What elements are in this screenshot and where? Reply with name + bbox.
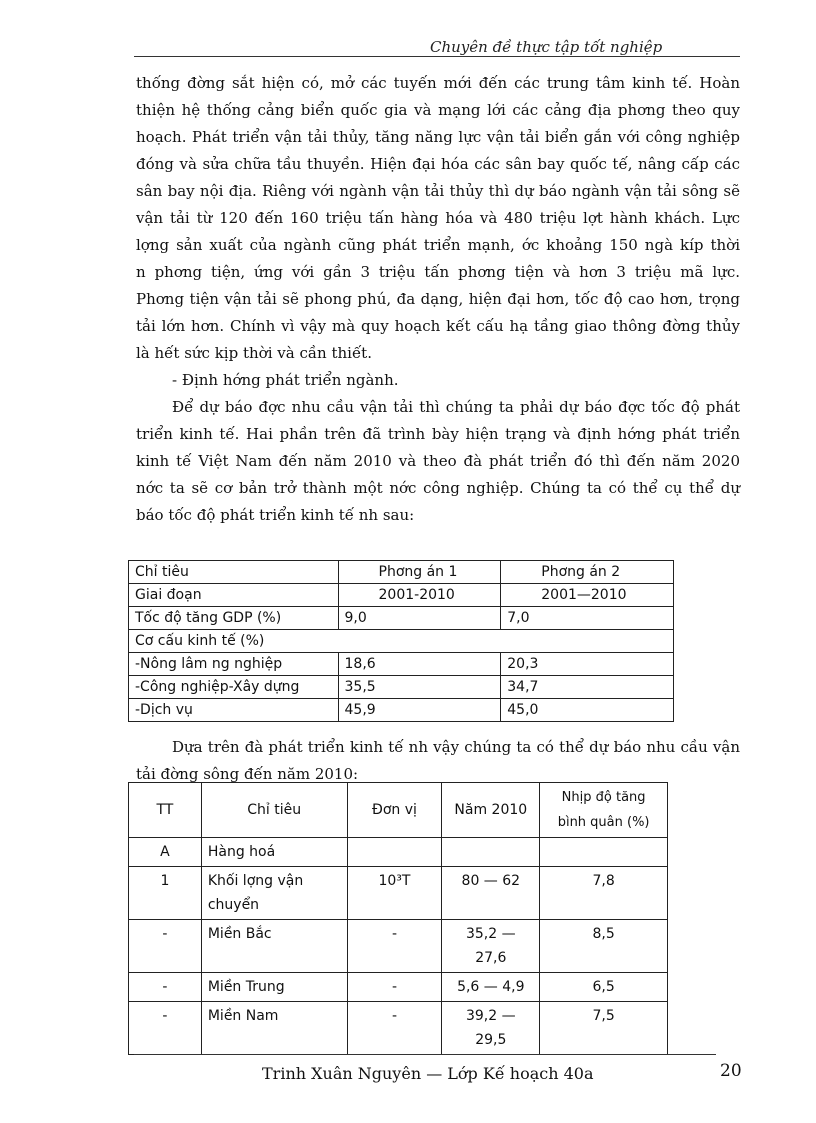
table-cell: 34,7 bbox=[501, 676, 674, 699]
paragraph-2 bbox=[136, 394, 740, 529]
text-line: tải lớn hơn. Chính vì vậy mà quy hoạch kết cấu hạ tầng giao thông đờng thủy bbox=[136, 317, 740, 335]
text-line: báo tốc độ phát triển kinh tế nh sau: bbox=[136, 506, 415, 524]
table-cell: -Nông lâm ng nghiệp bbox=[129, 653, 339, 676]
table-row bbox=[129, 607, 674, 630]
table-header-cell bbox=[540, 783, 668, 838]
text-line: thiện hệ thống cảng biển quốc gia và mạng lới các cảng địa phơng theo quy bbox=[136, 101, 740, 119]
table-cell: - bbox=[347, 973, 442, 1002]
table-cell: 45,0 bbox=[501, 699, 674, 722]
text-line: Phơng tiện vận tải sẽ phong phú, đa dạng, hiện đại hơn, tốc độ cao hơn, trọng bbox=[136, 290, 740, 308]
text-line: lợng sản xuất của ngành cũng phát triển mạnh, ớc khoảng 150 ngà kíp thời bbox=[136, 236, 740, 254]
text-line: Dựa trên đà phát triển kinh tế nh vậy chúng ta có thể dự báo nhu cầu vận bbox=[172, 738, 740, 756]
table-cell: 7,5 bbox=[540, 1002, 668, 1055]
table-row bbox=[129, 653, 674, 676]
table-cell: 7,0 bbox=[501, 607, 674, 630]
table-cell: 2001-2010 bbox=[338, 584, 501, 607]
table-cell: - bbox=[129, 920, 202, 973]
text-line: triển kinh tế. Hai phần trên đã trình bày hiện trạng và định hớng phát triển bbox=[136, 425, 740, 443]
table-row bbox=[129, 1002, 668, 1055]
text-line: vận tải từ 120 đến 160 triệu tấn hàng hóa và 480 triệu lợt hành khách. Lực bbox=[136, 209, 740, 227]
table-cell: Chỉ tiêu bbox=[129, 561, 339, 584]
table-cell: - bbox=[347, 1002, 442, 1055]
body-text bbox=[136, 70, 740, 529]
growth-forecast-table bbox=[128, 560, 674, 722]
table-header-cell: Chỉ tiêu bbox=[201, 783, 347, 838]
table-cell: - bbox=[129, 1002, 202, 1055]
table-cell: Hàng hoá bbox=[201, 838, 347, 867]
text-line: đóng và sửa chữa tầu thuyền. Hiện đại hóa các sân bay quốc tế, nâng cấp các bbox=[136, 155, 740, 173]
table-cell: -Công nghiệp-Xây dựng bbox=[129, 676, 339, 699]
table-cell: 5,6 — 4,9 bbox=[442, 973, 540, 1002]
table-cell: 1 bbox=[129, 867, 202, 920]
text-line: sân bay nội địa. Riêng với ngành vận tải thủy thì dự báo ngành vận tải sông sẽ bbox=[136, 182, 740, 200]
table-cell bbox=[442, 838, 540, 867]
bullet-line: - Định hớng phát triển ngành. bbox=[172, 371, 399, 389]
table-cell: 9,0 bbox=[338, 607, 501, 630]
table-header-cell: TT bbox=[129, 783, 202, 838]
header-line: bình quân (%) bbox=[557, 815, 650, 830]
table-cell: Miền Trung bbox=[201, 973, 347, 1002]
table-row bbox=[129, 584, 674, 607]
text-line: nớc ta sẽ cơ bản trở thành một nớc công nghiệp. Chúng ta có thể cụ thể dự bbox=[136, 479, 740, 497]
table-cell: Phơng án 1 bbox=[338, 561, 501, 584]
table-cell bbox=[347, 838, 442, 867]
page-number: 20 bbox=[720, 1061, 742, 1081]
table-cell: 35,2 — 27,6 bbox=[442, 920, 540, 973]
table-cell: -Dịch vụ bbox=[129, 699, 339, 722]
table-cell bbox=[540, 838, 668, 867]
paragraph-3 bbox=[136, 734, 740, 788]
table-row bbox=[129, 838, 668, 867]
text-line: n phơng tiện, ứng với gần 3 triệu tấn phơng tiện và hơn 3 triệu mã lực. bbox=[136, 263, 740, 281]
table-cell: 18,6 bbox=[338, 653, 501, 676]
table-cell: 2001—2010 bbox=[501, 584, 674, 607]
text-line: hoạch. Phát triển vận tải thủy, tăng năng lực vận tải biển gắn với công nghiệp bbox=[136, 128, 740, 146]
table-cell: Khối lợng vận chuyển bbox=[201, 867, 347, 920]
table-cell: 6,5 bbox=[540, 973, 668, 1002]
table-cell: 10³T bbox=[347, 867, 442, 920]
table-cell: 39,2 — 29,5 bbox=[442, 1002, 540, 1055]
header-title: Chuyên đề thực tập tốt nghiệp bbox=[430, 38, 663, 56]
table-cell: 45,9 bbox=[338, 699, 501, 722]
text-line: Để dự báo đợc nhu cầu vận tải thì chúng ta phải dự báo đợc tốc độ phát bbox=[172, 398, 740, 416]
table-cell: 20,3 bbox=[501, 653, 674, 676]
transport-demand-table bbox=[128, 782, 668, 1055]
text-line: là hết sức kịp thời và cần thiết. bbox=[136, 344, 372, 362]
table-row bbox=[129, 920, 668, 973]
header-line: Nhịp độ tăng bbox=[561, 790, 646, 805]
table-cell: 7,8 bbox=[540, 867, 668, 920]
table-row bbox=[129, 973, 668, 1002]
table-cell: 35,5 bbox=[338, 676, 501, 699]
table-header-row bbox=[129, 783, 668, 838]
table-cell: A bbox=[129, 838, 202, 867]
text-line: tải đờng sông đến năm 2010: bbox=[136, 765, 359, 783]
table-row bbox=[129, 699, 674, 722]
table-cell: Miền Bắc bbox=[201, 920, 347, 973]
text-line: kinh tế Việt Nam đến năm 2010 và theo đà phát triển đó thì đến năm 2020 bbox=[136, 452, 740, 470]
header-rule bbox=[134, 56, 740, 57]
paragraph-1 bbox=[136, 70, 740, 367]
table-row bbox=[129, 867, 668, 920]
table-cell: 8,5 bbox=[540, 920, 668, 973]
table-header-row bbox=[129, 561, 674, 584]
table-cell: Cơ cấu kinh tế (%) bbox=[129, 630, 674, 653]
table-cell: - bbox=[347, 920, 442, 973]
text-line: thống đờng sắt hiện có, mở các tuyến mới đến các trung tâm kinh tế. Hoàn bbox=[136, 74, 740, 92]
table-row bbox=[129, 676, 674, 699]
table-header-cell: Đơn vị bbox=[347, 783, 442, 838]
table-section-row bbox=[129, 630, 674, 653]
table-cell: Tốc độ tăng GDP (%) bbox=[129, 607, 339, 630]
table-cell: Phơng án 2 bbox=[501, 561, 674, 584]
footer-rule bbox=[134, 1054, 716, 1055]
footer-author: Trinh Xuân Nguyên — Lớp Kế hoạch 40a bbox=[262, 1064, 594, 1083]
table-cell: Miền Nam bbox=[201, 1002, 347, 1055]
table-cell: Giai đoạn bbox=[129, 584, 339, 607]
table-header-cell: Năm 2010 bbox=[442, 783, 540, 838]
table-cell: 80 — 62 bbox=[442, 867, 540, 920]
table-cell: - bbox=[129, 973, 202, 1002]
